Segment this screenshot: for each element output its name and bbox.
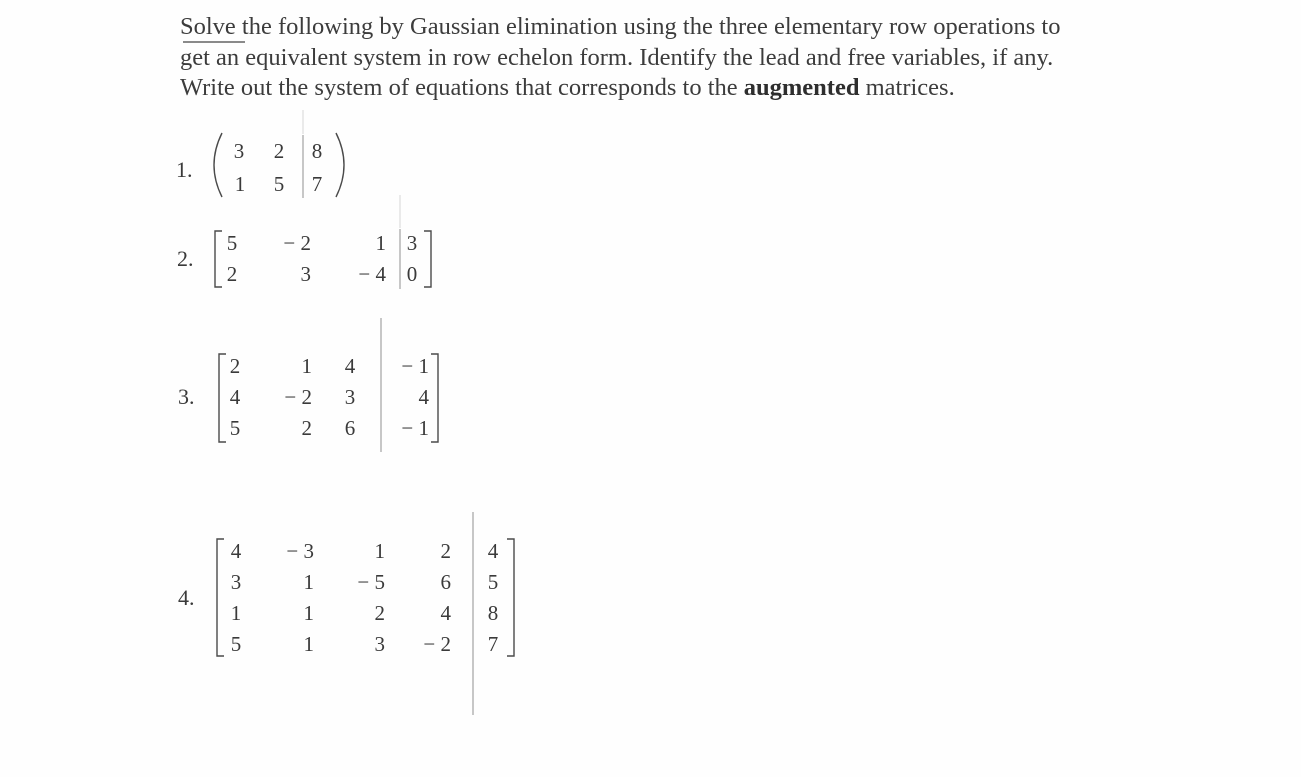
matrix-3-cell-r1-c2: 1 bbox=[301, 354, 312, 378]
matrix-2-cell-r2-c1: 2 bbox=[226, 262, 238, 286]
problem-4-number: 4. bbox=[178, 585, 195, 610]
matrix-4-cell-r3-c3: 2 bbox=[374, 601, 385, 625]
matrix-4-cell-r4-c4: − 2 bbox=[423, 632, 451, 656]
matrix-4-cell-r2-c3: − 5 bbox=[357, 570, 385, 594]
matrix-4-cell-r4-c1: 5 bbox=[230, 632, 242, 656]
matrix-3-left-bracket bbox=[219, 354, 226, 442]
matrix-4-cell-r3-c1: 1 bbox=[230, 601, 242, 625]
matrix-4-cell-r2-c2: 1 bbox=[303, 570, 314, 594]
matrix-1-left-paren bbox=[214, 133, 222, 197]
matrix-4-cell-r3-c2: 1 bbox=[303, 601, 314, 625]
matrix-2-cell-r1-c4: 3 bbox=[406, 231, 418, 255]
instructions-line-2: get an equivalent system in row echelon form. Identify the lead and free variables, if any. bbox=[180, 43, 1054, 71]
matrix-4-cell-r2-c1: 3 bbox=[230, 570, 242, 594]
matrix-3-cell-r3-c4: − 1 bbox=[401, 416, 429, 440]
problem-2-number: 2. bbox=[177, 246, 194, 271]
matrix-3-cell-r2-c2: − 2 bbox=[284, 385, 312, 409]
matrix-3-cell-r1-c4: − 1 bbox=[401, 354, 429, 378]
matrix-4-left-bracket bbox=[217, 539, 224, 656]
matrix-3-right-bracket bbox=[431, 354, 438, 442]
matrix-3-cell-r2-c1: 4 bbox=[229, 385, 241, 409]
matrix-4-cell-r1-c5: 4 bbox=[487, 539, 499, 563]
matrix-3-cell-r2-c3: 3 bbox=[344, 385, 356, 409]
matrix-2-cell-r1-c1: 5 bbox=[226, 231, 238, 255]
matrix-4-cell-r4-c3: 3 bbox=[374, 632, 385, 656]
matrix-4-right-bracket bbox=[507, 539, 514, 656]
matrix-2-right-bracket bbox=[424, 231, 431, 287]
matrix-4-cell-r4-c2: 1 bbox=[303, 632, 314, 656]
matrix-1-cell-r1-c3: 8 bbox=[311, 139, 323, 163]
matrix-1-right-paren bbox=[336, 133, 344, 197]
matrix-4-cell-r4-c5: 7 bbox=[487, 632, 499, 656]
matrix-2-cell-r2-c2: 3 bbox=[300, 262, 311, 286]
matrix-2-cell-r2-c3: − 4 bbox=[358, 262, 386, 286]
matrix-2-left-bracket bbox=[215, 231, 222, 287]
matrix-3-cell-r3-c3: 6 bbox=[344, 416, 356, 440]
problem-1-number: 1. bbox=[176, 157, 193, 182]
matrix-4-cell-r1-c1: 4 bbox=[230, 539, 242, 563]
instructions-line-3-start: Write out the system of equations that corresponds to the bbox=[180, 74, 744, 101]
problem-3-number: 3. bbox=[178, 384, 195, 409]
matrix-4-cell-r1-c4: 2 bbox=[440, 539, 451, 563]
instructions-line-1: Solve the following by Gaussian elimination using the three elementary row operations to bbox=[180, 13, 1061, 40]
matrix-1-cell-r1-c1: 3 bbox=[233, 139, 245, 163]
matrix-4-cell-r1-c2: − 3 bbox=[286, 539, 314, 563]
matrix-3-cell-r1-c1: 2 bbox=[229, 354, 241, 378]
matrix-3-cell-r2-c4: 4 bbox=[418, 385, 429, 409]
matrix-1-cell-r1-c2: 2 bbox=[273, 139, 285, 163]
matrix-1-cell-r2-c1: 1 bbox=[234, 172, 246, 196]
matrix-4-cell-r2-c4: 6 bbox=[440, 570, 451, 594]
matrix-2-cell-r2-c4: 0 bbox=[406, 262, 418, 286]
matrix-1-cell-r2-c3: 7 bbox=[311, 172, 323, 196]
instructions-line-3-end: matrices. bbox=[859, 74, 955, 101]
matrix-3-cell-r1-c3: 4 bbox=[344, 354, 356, 378]
matrix-1-cell-r2-c2: 5 bbox=[273, 172, 285, 196]
matrix-3-cell-r3-c2: 2 bbox=[301, 416, 312, 440]
matrix-4-cell-r2-c5: 5 bbox=[487, 570, 499, 594]
matrix-4-cell-r3-c5: 8 bbox=[487, 601, 499, 625]
matrix-4-cell-r1-c3: 1 bbox=[374, 539, 385, 563]
matrix-3-cell-r3-c1: 5 bbox=[229, 416, 241, 440]
matrix-4-cell-r3-c4: 4 bbox=[440, 601, 451, 625]
matrix-2-cell-r1-c3: 1 bbox=[375, 231, 386, 255]
matrix-2-cell-r1-c2: − 2 bbox=[283, 231, 311, 255]
augmented-emphasis: augmented bbox=[743, 74, 860, 101]
